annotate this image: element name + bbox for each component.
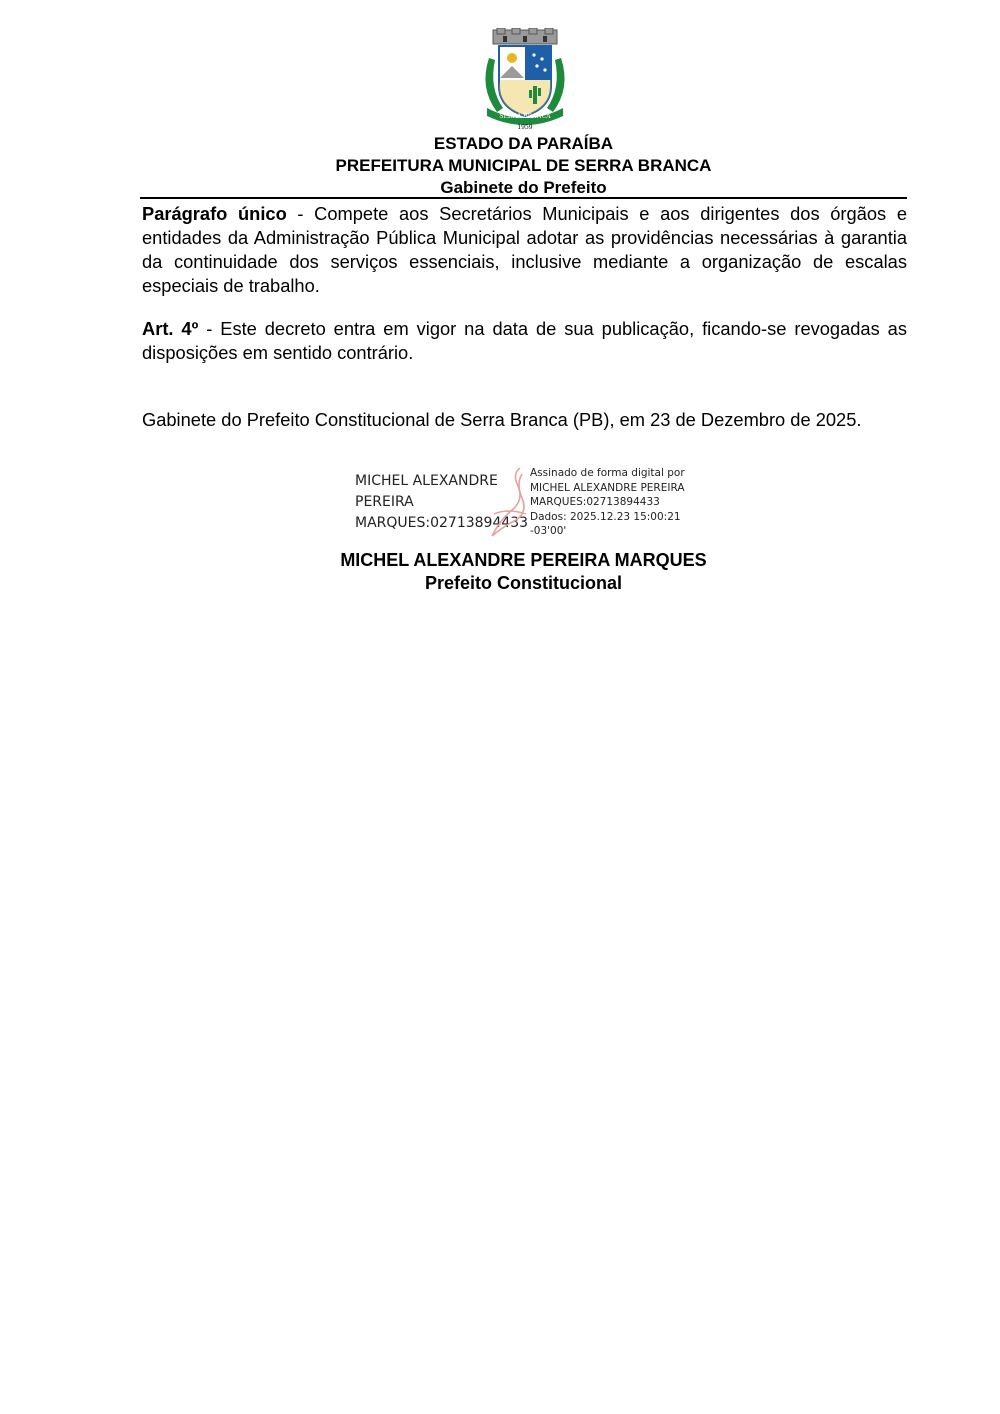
article-4-text: - Este decreto entra em vigor na data de sua publicação, ficando-se revogadas as disposições em sentido contrário.	[142, 318, 907, 363]
header-divider	[140, 197, 907, 199]
crest-motto: SERRA BRANCA	[499, 113, 551, 120]
closing-place-date: Gabinete do Prefeito Constitucional de Serra Branca (PB), em 23 de Dezembro de 2025.	[142, 409, 862, 430]
digital-signature-details	[530, 466, 685, 539]
signature-name-line: PEREIRA	[355, 494, 414, 510]
signature-name-line: MARQUES:02713894433	[355, 515, 529, 531]
signature-name-line: MICHEL ALEXANDRE	[355, 473, 498, 489]
header-municipality: PREFEITURA MUNICIPAL DE SERRA BRANCA	[335, 156, 712, 175]
signer-title: Prefeito Constitucional	[424, 573, 622, 593]
paragraph-unico	[142, 202, 907, 298]
signer-name: MICHEL ALEXANDRE PEREIRA MARQUES	[340, 550, 707, 570]
signature-info-line: MICHEL ALEXANDRE PEREIRA	[530, 481, 685, 494]
signature-info-line: MARQUES:02713894433	[530, 496, 660, 508]
header-state: ESTADO DA PARAÍBA	[433, 134, 614, 153]
paragraph-unico-label: Parágrafo único	[142, 203, 287, 224]
article-4-label: Art. 4º	[142, 318, 199, 339]
signature-info-line: -03'00'	[530, 525, 567, 537]
signature-info-line: Dados: 2025.12.23 15:00:21	[530, 510, 681, 523]
digital-signature-mark-icon	[482, 464, 532, 542]
paragraph-unico-text: - Compete aos Secretários Municipais e aos dirigentes dos órgãos e entidades da Administração Pública Municipal adotar as providências necessárias à garantia da continuidade dos serviços essenciais, inclusive mediante a organização de escalas especiais de trabalho.	[142, 203, 907, 296]
header-office: Gabinete do Prefeito	[440, 178, 607, 197]
municipal-coat-of-arms	[479, 28, 571, 130]
signature-info-line: Assinado de forma digital por	[530, 467, 685, 479]
article-4	[142, 317, 907, 365]
crest-year: 1959	[517, 124, 533, 130]
